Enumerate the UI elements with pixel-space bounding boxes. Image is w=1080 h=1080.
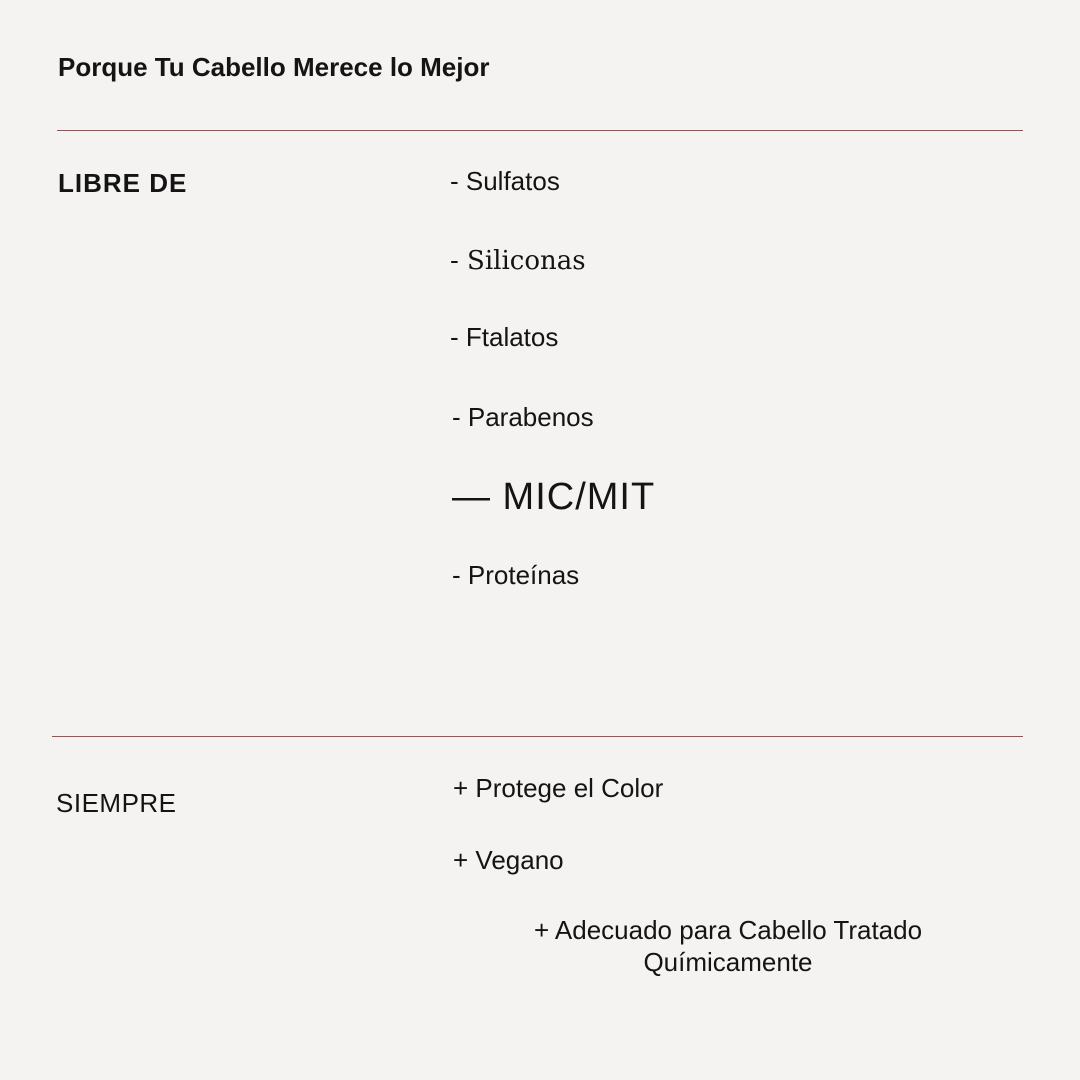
free-of-item: - Parabenos bbox=[452, 402, 594, 432]
free-of-item: — MIC/MIT bbox=[452, 476, 656, 518]
free-of-item: - Siliconas bbox=[450, 246, 586, 276]
page-title: Porque Tu Cabello Merece lo Mejor bbox=[58, 52, 490, 82]
free-of-label: LIBRE DE bbox=[58, 168, 188, 198]
free-of-item: - Sulfatos bbox=[450, 166, 560, 196]
top-divider bbox=[57, 130, 1023, 131]
always-item: + Protege el Color bbox=[453, 773, 664, 803]
middle-divider bbox=[52, 736, 1023, 737]
always-item: + Adecuado para Cabello Tratado Químicamente bbox=[533, 915, 923, 977]
always-item: + Vegano bbox=[453, 845, 564, 875]
free-of-item: - Proteínas bbox=[452, 560, 580, 590]
free-of-item: - Ftalatos bbox=[450, 322, 559, 352]
always-label: SIEMPRE bbox=[56, 788, 177, 818]
